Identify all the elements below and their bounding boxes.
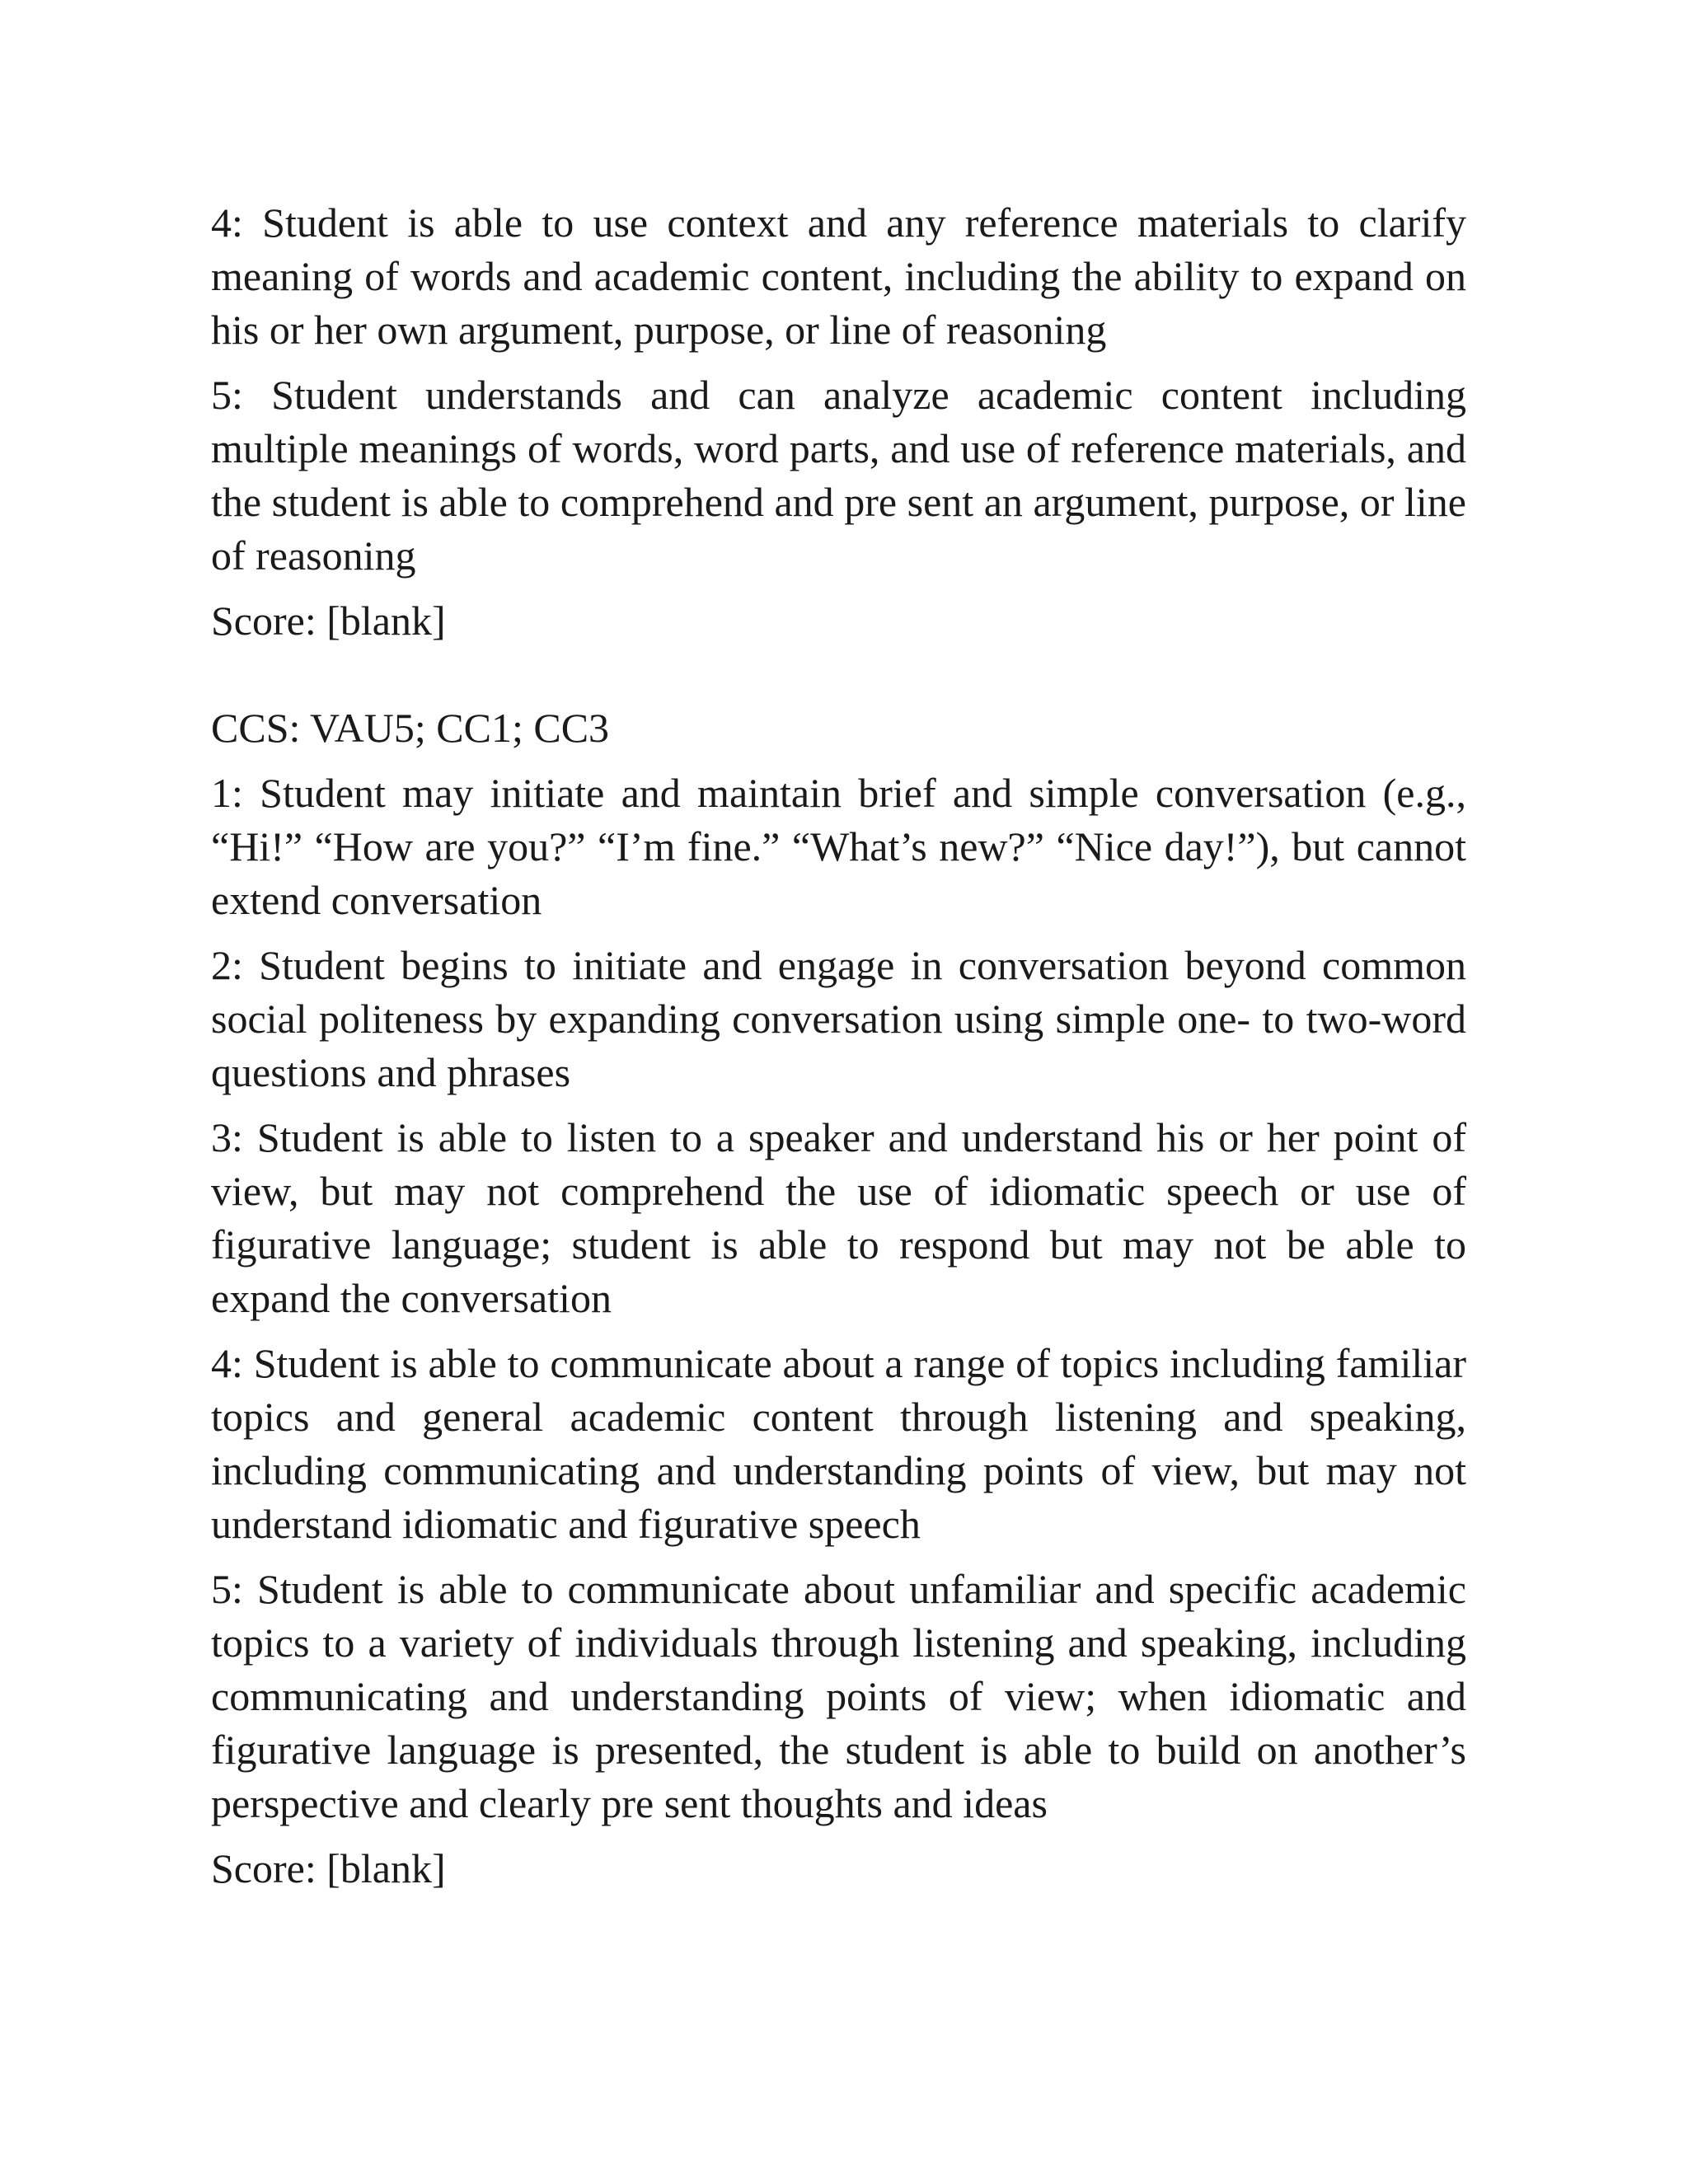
rubric-level-1: 1: Student may initiate and maintain brief and simple conversation (e.g., “Hi!” “How are you?” “I’m fine.” “What’s new?” “Nice day!”), but cannot extend conversation [211, 770, 1466, 923]
rubric-level-4: 4: Student is able to use context and any reference materials to clarify meaning of words and academic content, including the ability to expand on his or her own argument, purpose, or line of reasoning [211, 199, 1466, 353]
score-line: Score: [blank] [211, 1845, 446, 1891]
rubric-level-4: 4: Student is able to communicate about a range of topics including familiar topics and general academic content through listening and speaking, including communicating and understanding points of view, but may not understand idiomatic and figurative speech [211, 1340, 1466, 1547]
document-page [211, 196, 1466, 1896]
rubric-level-3: 3: Student is able to listen to a speaker and understand his or her point of view, but may not comprehend the use of idiomatic speech or use of figurative language; student is able to respond but may not be able to expand the conversation [211, 1114, 1466, 1321]
rubric-level-5: 5: Student understands and can analyze academic content including multiple meanings of words, word parts, and use of reference materials, and the student is able to comprehend and pre sent an argument, purpose, or line of reasoning [211, 372, 1466, 579]
rubric-level-5: 5: Student is able to communicate about unfamiliar and specific academic topics to a variety of individuals through listening and speaking, including communicating and understanding points of view; when idiomatic and figurative language is presented, the student is able to build on another’s perspective and clearly pre sent thoughts and ideas [211, 1566, 1466, 1826]
section-spacer [211, 648, 1466, 701]
rubric-level-2: 2: Student begins to initiate and engage in conversation beyond common social politeness by expanding conversation using simple one- to two-word questions and phrases [211, 942, 1466, 1095]
score-line: Score: [blank] [211, 598, 446, 644]
standards-heading: CCS: VAU5; CC1; CC3 [211, 705, 610, 751]
